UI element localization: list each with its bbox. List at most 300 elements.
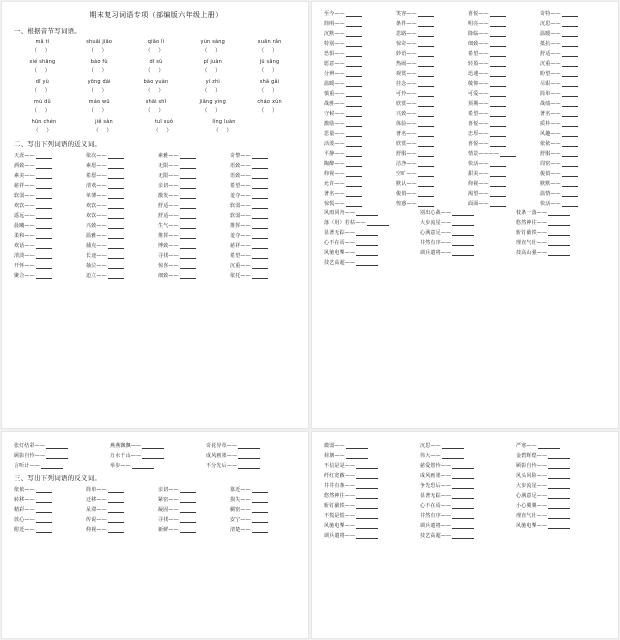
word-item[interactable]: [230, 222, 298, 229]
word-item[interactable]: [468, 120, 536, 127]
answer-blank-line[interactable]: [108, 273, 124, 279]
answer-blank-line[interactable]: [356, 473, 378, 479]
word-item[interactable]: [14, 442, 106, 449]
answer-blank-line[interactable]: [180, 507, 196, 513]
answer-blank-line[interactable]: [36, 213, 52, 219]
word-item[interactable]: [158, 212, 226, 219]
word-item[interactable]: [324, 209, 416, 216]
word-item[interactable]: [420, 522, 512, 529]
answer-blank-line[interactable]: [418, 11, 434, 17]
answer-blank-line[interactable]: [548, 230, 570, 236]
word-item[interactable]: [324, 90, 392, 97]
answer-blank-line[interactable]: [108, 153, 124, 159]
answer-blank-line[interactable]: [562, 51, 578, 57]
answer-blank-line[interactable]: [108, 527, 124, 533]
answer-blank-line[interactable]: [418, 111, 434, 117]
word-item[interactable]: [158, 172, 226, 179]
word-item[interactable]: [324, 492, 416, 499]
answer-bracket-row[interactable]: [14, 106, 298, 114]
word-item[interactable]: [540, 50, 608, 57]
word-item[interactable]: [158, 262, 226, 269]
word-item[interactable]: [324, 200, 392, 207]
answer-blank-line[interactable]: [180, 183, 196, 189]
answer-blank-line[interactable]: [452, 220, 474, 226]
answer-blank-line[interactable]: [418, 41, 434, 47]
answer-blank-line[interactable]: [180, 163, 196, 169]
word-item[interactable]: [420, 502, 512, 509]
word-item[interactable]: [230, 526, 298, 533]
word-item[interactable]: [540, 170, 608, 177]
word-item[interactable]: [420, 472, 512, 479]
answer-blank-line[interactable]: [548, 503, 570, 509]
word-item[interactable]: [540, 180, 608, 187]
answer-blank-line[interactable]: [108, 497, 124, 503]
answer-blank-line[interactable]: [418, 181, 434, 187]
answer-blank-line[interactable]: [562, 101, 578, 107]
answer-blank-line[interactable]: [418, 141, 434, 147]
word-item[interactable]: [86, 486, 154, 493]
answer-blank-line[interactable]: [180, 213, 196, 219]
word-item[interactable]: [206, 462, 298, 469]
answer-bracket[interactable]: （ ）: [258, 48, 281, 54]
answer-blank-line[interactable]: [36, 183, 52, 189]
answer-blank-line[interactable]: [180, 203, 196, 209]
answer-blank-line[interactable]: [356, 493, 378, 499]
answer-bracket[interactable]: （ ）: [31, 48, 54, 54]
answer-bracket[interactable]: （ ）: [145, 108, 167, 114]
answer-blank-line[interactable]: [562, 11, 578, 17]
word-item[interactable]: [516, 249, 608, 256]
word-item[interactable]: [396, 190, 464, 197]
word-item[interactable]: [324, 239, 416, 246]
answer-blank-line[interactable]: [562, 141, 578, 147]
word-item[interactable]: [230, 232, 298, 239]
answer-bracket[interactable]: （ ）: [201, 68, 224, 74]
answer-blank-line[interactable]: [418, 61, 434, 67]
answer-blank-line[interactable]: [418, 121, 434, 127]
word-item[interactable]: [14, 506, 82, 513]
word-item[interactable]: [420, 452, 512, 459]
answer-blank-line[interactable]: [36, 203, 52, 209]
word-item[interactable]: [540, 160, 608, 167]
answer-blank-line[interactable]: [562, 181, 578, 187]
answer-blank-line[interactable]: [180, 517, 196, 523]
answer-blank-line[interactable]: [346, 31, 362, 37]
word-item[interactable]: [230, 272, 298, 279]
answer-blank-line[interactable]: [356, 513, 378, 519]
answer-blank-line[interactable]: [562, 111, 578, 117]
answer-blank-line[interactable]: [548, 453, 570, 459]
answer-blank-line[interactable]: [180, 153, 196, 159]
answer-blank-line[interactable]: [346, 141, 362, 147]
answer-bracket[interactable]: （ ）: [31, 108, 54, 114]
answer-blank-line[interactable]: [252, 163, 268, 169]
word-item[interactable]: [324, 472, 416, 479]
word-item[interactable]: [158, 496, 226, 503]
word-item[interactable]: [14, 162, 82, 169]
answer-blank-line[interactable]: [108, 163, 124, 169]
answer-blank-line[interactable]: [108, 223, 124, 229]
answer-blank-line[interactable]: [356, 523, 378, 529]
answer-blank-line[interactable]: [490, 191, 506, 197]
answer-blank-line[interactable]: [36, 273, 52, 279]
answer-blank-line[interactable]: [490, 171, 506, 177]
word-item[interactable]: [14, 242, 82, 249]
answer-blank-line[interactable]: [346, 181, 362, 187]
answer-blank-line[interactable]: [108, 173, 124, 179]
answer-blank-line[interactable]: [346, 443, 368, 449]
answer-blank-line[interactable]: [346, 61, 362, 67]
word-item[interactable]: [516, 209, 608, 216]
answer-blank-line[interactable]: [490, 31, 506, 37]
word-item[interactable]: [324, 100, 392, 107]
word-item[interactable]: [324, 452, 416, 459]
word-item[interactable]: [540, 30, 608, 37]
answer-blank-line[interactable]: [356, 533, 378, 539]
answer-blank-line[interactable]: [548, 463, 570, 469]
word-item[interactable]: [324, 259, 416, 266]
word-item[interactable]: [516, 452, 608, 459]
word-item[interactable]: [158, 272, 226, 279]
word-item[interactable]: [158, 486, 226, 493]
answer-bracket[interactable]: （ ）: [31, 88, 54, 94]
word-item[interactable]: [396, 70, 464, 77]
answer-blank-line[interactable]: [36, 253, 52, 259]
word-item[interactable]: [396, 40, 464, 47]
word-item[interactable]: [14, 202, 82, 209]
word-item[interactable]: [396, 180, 464, 187]
word-item[interactable]: [396, 110, 464, 117]
answer-blank-line[interactable]: [132, 463, 154, 469]
answer-blank-line[interactable]: [252, 173, 268, 179]
word-item[interactable]: [14, 452, 106, 459]
word-item[interactable]: [158, 202, 226, 209]
answer-blank-line[interactable]: [180, 497, 196, 503]
word-item[interactable]: [230, 486, 298, 493]
answer-blank-line[interactable]: [548, 250, 570, 256]
word-item[interactable]: [158, 192, 226, 199]
word-item[interactable]: [540, 100, 608, 107]
word-item[interactable]: [158, 242, 226, 249]
word-item[interactable]: [14, 252, 82, 259]
word-item[interactable]: [420, 482, 512, 489]
answer-blank-line[interactable]: [356, 463, 378, 469]
word-item[interactable]: [324, 532, 416, 539]
word-item[interactable]: [516, 472, 608, 479]
word-item[interactable]: [230, 496, 298, 503]
answer-blank-line[interactable]: [442, 453, 464, 459]
word-item[interactable]: [516, 462, 608, 469]
answer-blank-line[interactable]: [252, 507, 268, 513]
answer-blank-line[interactable]: [180, 487, 196, 493]
word-item[interactable]: [158, 222, 226, 229]
answer-blank-line[interactable]: [108, 253, 124, 259]
word-item[interactable]: [324, 140, 392, 147]
answer-bracket[interactable]: （ ）: [145, 48, 167, 54]
word-item[interactable]: [540, 20, 608, 27]
word-item[interactable]: [396, 80, 464, 87]
answer-blank-line[interactable]: [346, 131, 362, 137]
answer-blank-line[interactable]: [252, 243, 268, 249]
answer-blank-line[interactable]: [180, 173, 196, 179]
answer-blank-line[interactable]: [180, 263, 196, 269]
word-item[interactable]: [86, 152, 154, 159]
answer-blank-line[interactable]: [108, 263, 124, 269]
word-item[interactable]: [86, 506, 154, 513]
answer-bracket[interactable]: （ ）: [201, 108, 224, 114]
answer-blank-line[interactable]: [356, 240, 378, 246]
word-item[interactable]: [468, 110, 536, 117]
answer-bracket[interactable]: （ ）: [88, 68, 111, 74]
answer-blank-line[interactable]: [142, 443, 164, 449]
answer-bracket[interactable]: （ ）: [201, 88, 224, 94]
word-item[interactable]: [86, 242, 154, 249]
answer-blank-line[interactable]: [452, 513, 474, 519]
word-item[interactable]: [86, 252, 154, 259]
word-item[interactable]: [420, 492, 512, 499]
answer-blank-line[interactable]: [490, 11, 506, 17]
answer-blank-line[interactable]: [252, 517, 268, 523]
answer-blank-line[interactable]: [418, 171, 434, 177]
word-item[interactable]: [468, 40, 536, 47]
word-item[interactable]: [468, 50, 536, 57]
answer-blank-line[interactable]: [108, 213, 124, 219]
word-item[interactable]: [86, 262, 154, 269]
answer-blank-line[interactable]: [418, 31, 434, 37]
word-item[interactable]: [324, 522, 416, 529]
word-item[interactable]: [468, 190, 536, 197]
answer-blank-line[interactable]: [252, 213, 268, 219]
answer-blank-line[interactable]: [180, 243, 196, 249]
answer-blank-line[interactable]: [548, 210, 570, 216]
answer-blank-line[interactable]: [36, 223, 52, 229]
answer-blank-line[interactable]: [490, 61, 506, 67]
word-item[interactable]: [540, 110, 608, 117]
word-item[interactable]: [324, 80, 392, 87]
word-item[interactable]: [540, 40, 608, 47]
word-item[interactable]: [540, 80, 608, 87]
answer-blank-line[interactable]: [490, 51, 506, 57]
answer-blank-line[interactable]: [36, 173, 52, 179]
word-item[interactable]: [396, 130, 464, 137]
answer-blank-line[interactable]: [36, 497, 52, 503]
word-item[interactable]: [14, 462, 106, 469]
word-item[interactable]: [540, 150, 608, 157]
answer-blank-line[interactable]: [442, 443, 464, 449]
answer-blank-line[interactable]: [238, 463, 260, 469]
answer-blank-line[interactable]: [108, 507, 124, 513]
word-item[interactable]: [468, 100, 536, 107]
word-item[interactable]: [206, 442, 298, 449]
answer-bracket[interactable]: （ ）: [258, 68, 281, 74]
word-item[interactable]: [540, 120, 608, 127]
answer-bracket[interactable]: （ ）: [33, 128, 55, 134]
word-item[interactable]: [468, 180, 536, 187]
word-item[interactable]: [540, 130, 608, 137]
answer-blank-line[interactable]: [548, 473, 570, 479]
answer-blank-line[interactable]: [356, 210, 378, 216]
answer-blank-line[interactable]: [490, 111, 506, 117]
word-item[interactable]: [324, 50, 392, 57]
answer-blank-line[interactable]: [490, 181, 506, 187]
word-item[interactable]: [86, 232, 154, 239]
word-item[interactable]: [14, 172, 82, 179]
word-item[interactable]: [324, 120, 392, 127]
answer-blank-line[interactable]: [418, 101, 434, 107]
answer-blank-line[interactable]: [252, 487, 268, 493]
word-item[interactable]: [14, 486, 82, 493]
word-item[interactable]: [540, 10, 608, 17]
word-item[interactable]: [324, 482, 416, 489]
word-item[interactable]: [324, 512, 416, 519]
word-item[interactable]: [230, 192, 298, 199]
answer-blank-line[interactable]: [252, 263, 268, 269]
answer-bracket[interactable]: （ ）: [88, 88, 111, 94]
answer-blank-line[interactable]: [490, 41, 506, 47]
word-item[interactable]: [324, 60, 392, 67]
word-item[interactable]: [420, 249, 512, 256]
answer-blank-line[interactable]: [46, 443, 68, 449]
word-item[interactable]: [468, 160, 536, 167]
answer-blank-line[interactable]: [346, 21, 362, 27]
answer-bracket[interactable]: （ ）: [201, 48, 224, 54]
word-item[interactable]: [540, 70, 608, 77]
answer-blank-line[interactable]: [36, 527, 52, 533]
answer-blank-line[interactable]: [452, 483, 474, 489]
word-item[interactable]: [14, 222, 82, 229]
answer-blank-line[interactable]: [252, 233, 268, 239]
word-item[interactable]: [420, 532, 512, 539]
answer-blank-line[interactable]: [346, 101, 362, 107]
answer-blank-line[interactable]: [346, 121, 362, 127]
word-item[interactable]: [420, 209, 512, 216]
word-item[interactable]: [230, 516, 298, 523]
answer-blank-line[interactable]: [356, 230, 378, 236]
word-item[interactable]: [516, 482, 608, 489]
answer-blank-line[interactable]: [346, 201, 362, 207]
answer-blank-line[interactable]: [452, 493, 474, 499]
word-item[interactable]: [420, 219, 512, 226]
word-item[interactable]: [14, 192, 82, 199]
answer-blank-line[interactable]: [36, 507, 52, 513]
answer-blank-line[interactable]: [452, 250, 474, 256]
word-item[interactable]: [516, 492, 608, 499]
answer-blank-line[interactable]: [452, 533, 474, 539]
word-item[interactable]: [516, 229, 608, 236]
answer-blank-line[interactable]: [562, 21, 578, 27]
answer-blank-line[interactable]: [108, 487, 124, 493]
answer-bracket-row[interactable]: [14, 126, 298, 134]
answer-blank-line[interactable]: [548, 240, 570, 246]
word-item[interactable]: [420, 512, 512, 519]
answer-blank-line[interactable]: [180, 193, 196, 199]
word-item[interactable]: [324, 110, 392, 117]
answer-blank-line[interactable]: [108, 243, 124, 249]
answer-blank-line[interactable]: [142, 453, 164, 459]
word-item[interactable]: [396, 200, 464, 207]
answer-blank-line[interactable]: [346, 51, 362, 57]
answer-blank-line[interactable]: [252, 203, 268, 209]
word-item[interactable]: [324, 249, 416, 256]
word-item[interactable]: [396, 30, 464, 37]
word-item[interactable]: [324, 150, 392, 157]
answer-bracket[interactable]: （ ）: [153, 128, 175, 134]
answer-blank-line[interactable]: [108, 203, 124, 209]
word-item[interactable]: [110, 442, 202, 449]
answer-blank-line[interactable]: [418, 161, 434, 167]
answer-blank-line[interactable]: [346, 11, 362, 17]
answer-blank-line[interactable]: [548, 483, 570, 489]
answer-blank-line[interactable]: [252, 223, 268, 229]
answer-blank-line[interactable]: [562, 81, 578, 87]
answer-blank-line[interactable]: [252, 183, 268, 189]
word-item[interactable]: [396, 60, 464, 67]
word-item[interactable]: [468, 170, 536, 177]
word-item[interactable]: [324, 170, 392, 177]
answer-blank-line[interactable]: [548, 220, 570, 226]
answer-blank-line[interactable]: [356, 503, 378, 509]
answer-bracket[interactable]: （ ）: [258, 108, 281, 114]
answer-blank-line[interactable]: [418, 131, 434, 137]
word-item[interactable]: [86, 526, 154, 533]
answer-blank-line[interactable]: [108, 233, 124, 239]
answer-blank-line[interactable]: [180, 253, 196, 259]
word-item[interactable]: [516, 512, 608, 519]
word-item[interactable]: [86, 162, 154, 169]
word-item[interactable]: [396, 150, 464, 157]
word-item[interactable]: [14, 272, 82, 279]
answer-blank-line[interactable]: [252, 273, 268, 279]
word-item[interactable]: [206, 452, 298, 459]
word-item[interactable]: [324, 190, 392, 197]
word-item[interactable]: [86, 192, 154, 199]
answer-blank-line[interactable]: [346, 81, 362, 87]
word-item[interactable]: [468, 90, 536, 97]
answer-blank-line[interactable]: [452, 240, 474, 246]
word-item[interactable]: [324, 442, 416, 449]
answer-blank-line[interactable]: [346, 453, 368, 459]
word-item[interactable]: [396, 140, 464, 147]
answer-blank-line[interactable]: [490, 131, 506, 137]
answer-blank-line[interactable]: [238, 443, 260, 449]
word-item[interactable]: [230, 182, 298, 189]
answer-blank-line[interactable]: [490, 121, 506, 127]
answer-blank-line[interactable]: [180, 233, 196, 239]
word-item[interactable]: [396, 50, 464, 57]
word-item[interactable]: [540, 190, 608, 197]
answer-blank-line[interactable]: [562, 91, 578, 97]
answer-blank-line[interactable]: [252, 497, 268, 503]
answer-blank-line[interactable]: [36, 153, 52, 159]
answer-blank-line[interactable]: [490, 71, 506, 77]
word-item[interactable]: [420, 239, 512, 246]
answer-blank-line[interactable]: [490, 21, 506, 27]
answer-blank-line[interactable]: [418, 151, 434, 157]
answer-bracket[interactable]: （ ）: [258, 88, 281, 94]
word-item[interactable]: [230, 506, 298, 513]
word-item[interactable]: [14, 516, 82, 523]
word-item[interactable]: [230, 252, 298, 259]
word-item[interactable]: [86, 182, 154, 189]
answer-blank-line[interactable]: [562, 61, 578, 67]
answer-blank-line[interactable]: [562, 41, 578, 47]
answer-blank-line[interactable]: [490, 81, 506, 87]
word-item[interactable]: [540, 140, 608, 147]
word-item[interactable]: [324, 219, 416, 226]
word-item[interactable]: [516, 442, 608, 449]
word-item[interactable]: [230, 202, 298, 209]
answer-blank-line[interactable]: [562, 191, 578, 197]
